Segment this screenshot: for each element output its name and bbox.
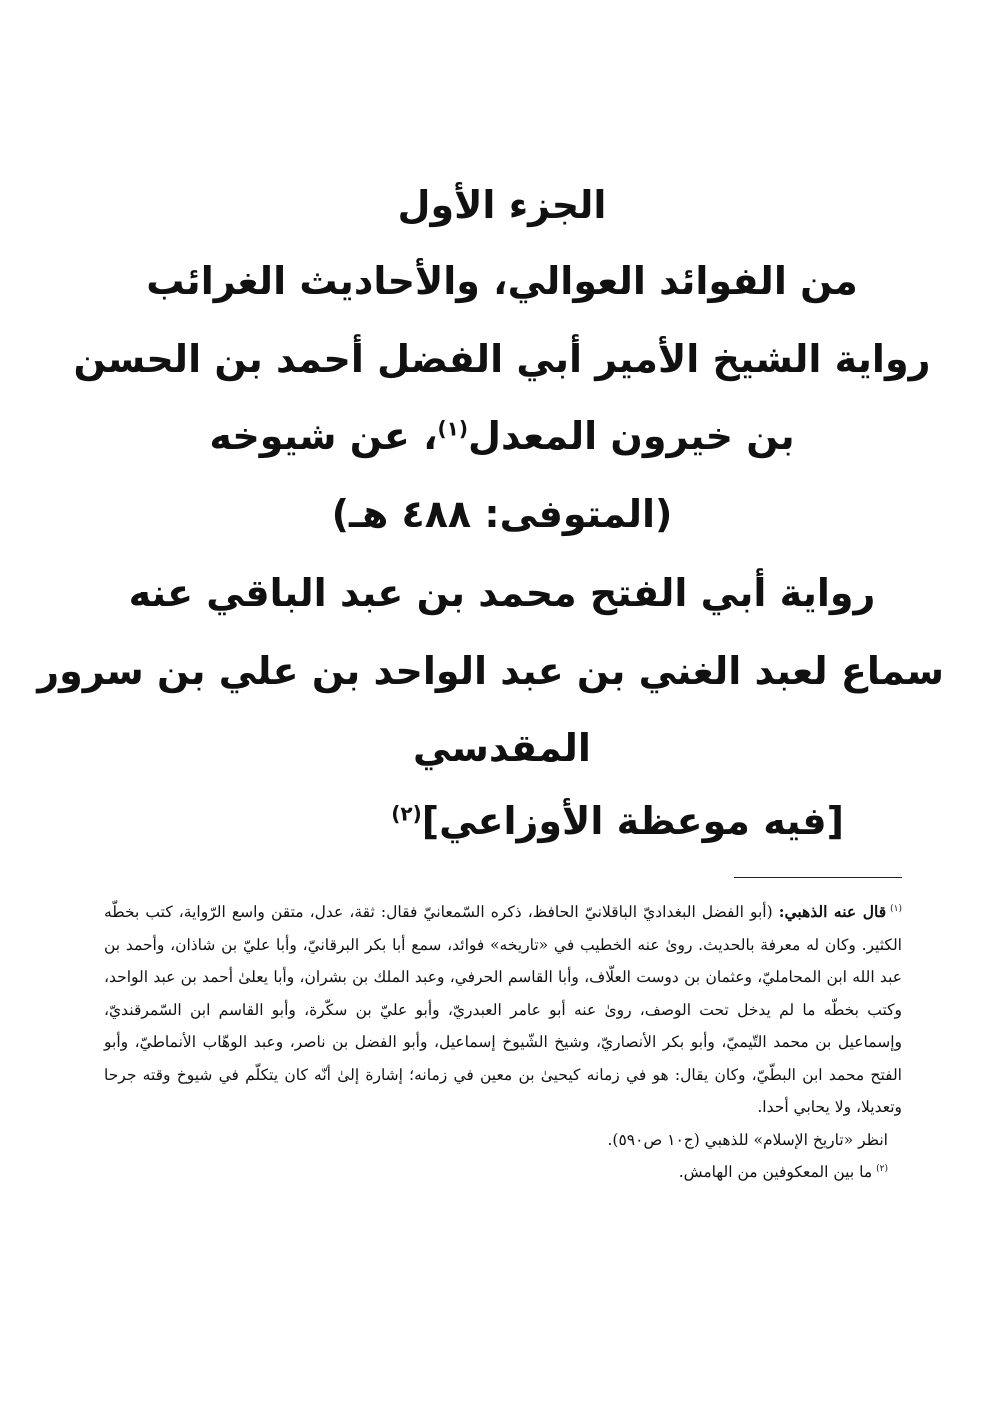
title-narrator-line: رواية الشيخ الأمير أبي الفضل أحمد بن الحسن (73, 337, 931, 381)
footnotes (104, 896, 902, 1189)
footnote-2-marker: (٢) (876, 1163, 888, 1174)
title-transmitter-line: رواية أبي الفتح محمد بن عبد الباقي عنه (128, 571, 876, 615)
title-death-date: (المتوفى: ٤٨٨ هـ) (331, 492, 673, 536)
title-narrator-tail: ، عن شيوخه (209, 414, 438, 458)
title-narrator-name: بن خيرون المعدل (468, 414, 795, 458)
footnote-1-lead: قال عنه الذهبي: (778, 902, 887, 921)
footnote-1-reference: انظر «تاريخ الإسلام» للذهبي (ج١٠ ص٥٩٠). (607, 1130, 888, 1149)
title-note-line (391, 796, 844, 846)
footnote-1 (104, 896, 902, 1124)
footnote-1-marker: (١) (890, 903, 902, 914)
title-note-text: [فيه موعظة الأوزاعي] (421, 799, 844, 843)
footnote-1-body: (أبو الفضل البغداديّ الباقلانيّ الحافظ، ذكره السّمعانيّ فقال: ثقة، عدل، متقن واسع الرّواية، كتب بخطّه الكثير. وكان له معرفة بالحديث. روىٰ عنه الخطيب في «تاريخه» فوائد، سمع أبا بكر البرقانيّ، وأبا عليّ بن شاذان، وأحمد بن عبد الله ابن المحامليّ، وعثمان بن دوست العلّاف، وأبا القاسم الحرفي، وعبد الملك بن بشران، وأبا يعلىٰ أحمد بن عبد الواحد، وكتب بخطّه ما لم يدخل تحت الوصف، روىٰ عنه أبو عامر العبدريّ، وأبو عليّ بن سكّرة، وأبو القاسم ابن السّمرقنديّ، وإسماعيل بن محمد التّيميّ، وأبو بكر الأنصاريّ، وشيخ الشّيوخ إسماعيل، وأبو الفضل بن ناصر، وعبد الوهّاب الأنماطيّ، وأبو الفتح محمد ابن البطّيّ، وكان يقال: هو في زمانه كيحيىٰ بن معين في زمانه؛ إشارة إلىٰ أنّه كان يتكلّم في شيوخ وقته جرحا وتعديلا، ولا يحابي أحدا. (104, 903, 902, 1116)
title-part-label: الجزء الأول (397, 183, 607, 227)
title-audition-continuation: المقدسي (413, 726, 591, 770)
title-collection-name: من الفوائد العوالي، والأحاديث الغرائب (146, 259, 858, 303)
title-narrator-continuation (60, 411, 944, 461)
footnote-ref-1[interactable]: (١) (437, 416, 469, 441)
footnote-2-body: ما بين المعكوفين من الهامش. (678, 1163, 873, 1181)
footnote-2 (104, 1156, 902, 1189)
footnote-separator (734, 877, 902, 878)
footnote-ref-2[interactable]: (٢) (391, 801, 422, 826)
title-audition-line: سماع لعبد الغني بن عبد الواحد بن علي بن سرور (37, 649, 944, 693)
